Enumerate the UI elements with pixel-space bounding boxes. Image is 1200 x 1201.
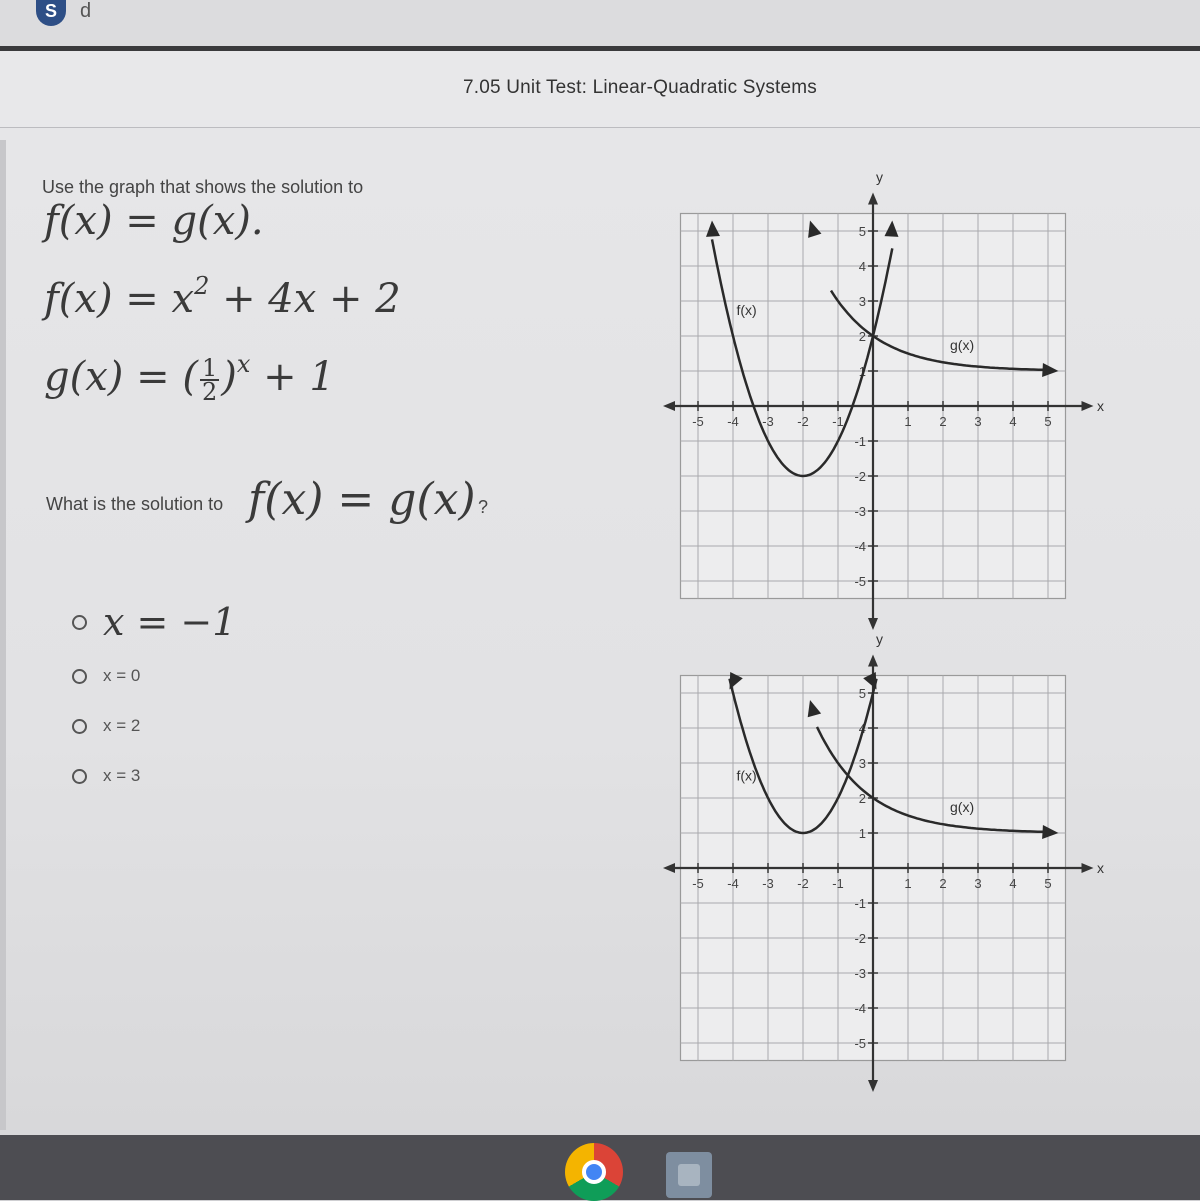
browser-top-bar (0, 0, 1200, 50)
radio-button-b[interactable] (72, 669, 87, 684)
answer-option-d[interactable] (72, 766, 140, 786)
x-axis-arrow-right (1082, 863, 1094, 873)
x-tick-label: -2 (797, 876, 809, 891)
question-math: f(x) = g(x) (248, 474, 476, 525)
x-tick-label: -1 (832, 876, 844, 891)
radio-button-c[interactable] (72, 719, 87, 734)
x-tick-label: -3 (762, 876, 774, 891)
question-mark: ? (478, 497, 489, 517)
answer-label-b: x = 0 (103, 666, 141, 685)
y-tick-label: 1 (858, 364, 866, 379)
question-text: What is the solution to (46, 494, 224, 514)
answer-label-a: x = −1 (103, 600, 237, 644)
y-tick-label: -1 (854, 434, 866, 449)
eq3-close-paren: ) (221, 354, 237, 400)
y-tick-label: -3 (854, 966, 866, 981)
x-tick-label: -5 (692, 414, 704, 429)
x-tick-label: 1 (904, 876, 912, 891)
x-tick-label: 1 (904, 414, 912, 429)
x-tick-label: 3 (974, 876, 982, 891)
y-axis-label: y (876, 631, 883, 647)
equation-f-equals-g: f(x) = g(x). (44, 198, 264, 244)
y-tick-label: 3 (858, 294, 866, 309)
y-tick-label: -2 (854, 931, 866, 946)
y-tick-label: 4 (858, 721, 866, 736)
y-tick-label: -3 (854, 504, 866, 519)
x-axis-arrow-left (663, 863, 675, 873)
eq3-rest: + 1 (250, 354, 335, 400)
y-tick-label: -1 (854, 896, 866, 911)
g-curve-label: g(x) (950, 799, 975, 815)
fraction-denominator: 2 (201, 378, 218, 406)
y-tick-label: 1 (858, 826, 866, 841)
tab-text: d (80, 0, 92, 22)
x-tick-label: -1 (832, 414, 844, 429)
x-tick-label: -2 (797, 414, 809, 429)
x-axis-arrow-left (663, 401, 675, 411)
x-tick-label: 4 (1009, 414, 1017, 429)
answer-label-c: x = 2 (103, 716, 141, 735)
y-tick-label: -4 (854, 539, 866, 554)
x-axis-label: x (1097, 860, 1104, 876)
answer-option-c[interactable] (72, 716, 140, 736)
eq2-exponent: 2 (194, 272, 210, 300)
chrome-browser-icon[interactable] (565, 1143, 623, 1201)
y-axis-label: y (876, 169, 883, 185)
x-tick-label: 3 (974, 414, 982, 429)
equation-f-definition (44, 272, 401, 322)
y-tick-label: 4 (858, 259, 866, 274)
left-scroll-edge (0, 140, 6, 1130)
equation-g-definition (44, 350, 335, 406)
x-tick-label: -5 (692, 876, 704, 891)
fraction-numerator: 1 (201, 354, 218, 382)
page-title: 7.05 Unit Test: Linear-Quadratic Systems (462, 77, 818, 98)
eq3-exponent: x (236, 350, 251, 378)
graph-option-b[interactable] (665, 631, 1105, 1080)
test-header (0, 51, 1200, 129)
y-tick-label: 2 (858, 791, 866, 806)
x-tick-label: -4 (727, 876, 739, 891)
y-tick-label: -4 (854, 1001, 866, 1016)
x-tick-label: 4 (1009, 876, 1017, 891)
x-axis-label: x (1097, 398, 1104, 414)
app-logo-icon[interactable]: S (36, 0, 66, 26)
answer-option-a[interactable] (72, 600, 236, 644)
answer-option-b[interactable] (72, 666, 140, 686)
y-tick-label: 2 (858, 329, 866, 344)
f-curve-label: f(x) (736, 767, 757, 784)
one-half-fraction (200, 354, 219, 406)
y-tick-label: -5 (854, 574, 866, 589)
y-tick-label: 5 (858, 224, 866, 239)
x-tick-label: 5 (1044, 414, 1052, 429)
y-tick-label: -5 (854, 1036, 866, 1051)
eq2-rest: + 4x + 2 (209, 276, 401, 322)
x-tick-label: -4 (727, 414, 739, 429)
f-curve-label: f(x) (736, 302, 757, 318)
y-axis-arrow-up (868, 193, 878, 205)
y-axis-arrow-up (868, 655, 878, 667)
graph-option-a[interactable] (665, 168, 1105, 628)
g-curve-label: g(x) (950, 337, 975, 353)
radio-button-a[interactable] (72, 615, 87, 630)
answer-label-d: x = 3 (103, 766, 141, 785)
y-tick-label: 3 (858, 756, 866, 771)
x-tick-label: -3 (762, 414, 774, 429)
radio-button-d[interactable] (72, 769, 87, 784)
eq2-lhs: f(x) = x (44, 276, 195, 322)
x-tick-label: 5 (1044, 876, 1052, 891)
x-axis-arrow-right (1082, 401, 1094, 411)
eq3-lhs: g(x) = ( (44, 354, 198, 400)
app-launcher-icon[interactable] (666, 1152, 712, 1198)
y-tick-label: 5 (858, 686, 866, 701)
y-tick-label: -2 (854, 469, 866, 484)
prompt-text: Use the graph that shows the solution to (42, 177, 364, 197)
x-tick-label: 2 (939, 876, 947, 891)
x-tick-label: 2 (939, 414, 947, 429)
